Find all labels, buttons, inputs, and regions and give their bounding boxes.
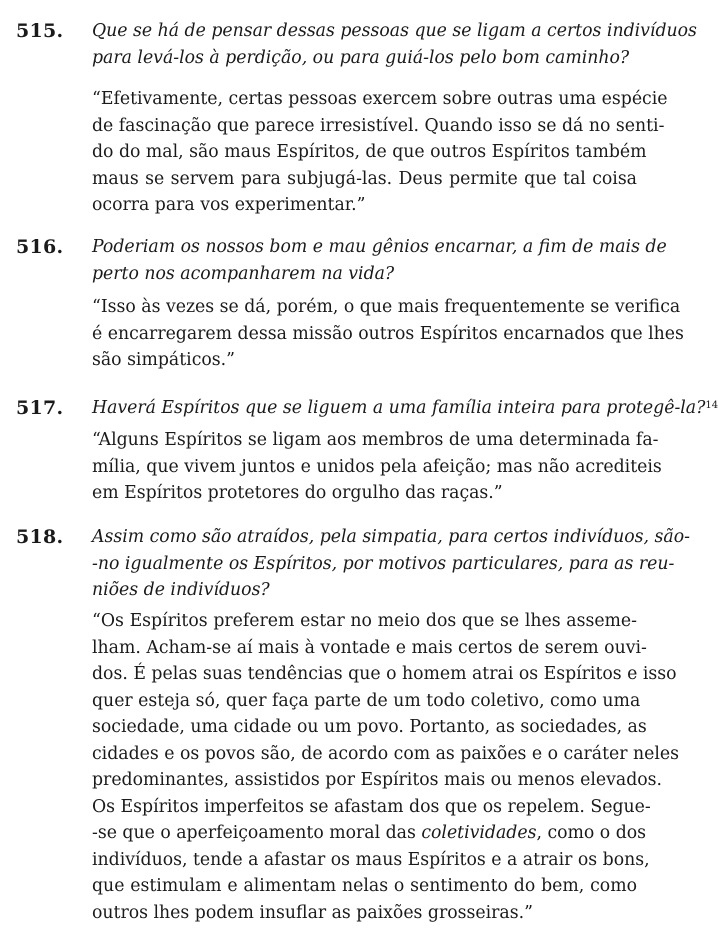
answer-line: “Isso às vezes se dá, porém, o que mais frequentemente se verifica xyxy=(92,297,681,317)
question-number: 516. xyxy=(16,236,64,258)
question-line: para levá-los à perdição, ou para guiá-los pelo bom caminho? xyxy=(92,47,630,68)
question-line: Assim como são atraídos, pela simpatia, para certos indivíduos, são- xyxy=(92,527,690,547)
answer-line: predominantes, assistidos por Espíritos mais ou menos elevados. xyxy=(92,770,663,790)
question-text xyxy=(92,234,667,287)
answer-line: mília, que vivem juntos e unidos pela afeição; mas não acrediteis xyxy=(92,456,662,477)
question-text xyxy=(92,524,690,604)
answer-line: “Efetivamente, certas pessoas exercem sobre outras uma espécie xyxy=(92,89,668,109)
answer-line: sociedade, uma cidade ou um povo. Portanto, as sociedades, as xyxy=(92,717,647,737)
answer-line: “Os Espíritos preferem estar no meio dos que se lhes asseme- xyxy=(92,611,637,631)
answer-line: são simpáticos.” xyxy=(92,350,235,370)
question-line: -no igualmente os Espíritos, por motivos particulares, para as reu- xyxy=(92,553,675,574)
question-text xyxy=(92,395,718,422)
answer-text xyxy=(92,86,668,219)
answer-line: em Espíritos protetores do orgulho das raças.” xyxy=(92,483,503,503)
footnote-reference: 14 xyxy=(705,400,718,411)
answer-line: cidades e os povos são, de acordo com as paixões e o caráter neles xyxy=(92,743,679,764)
question-line: Poderiam os nossos bom e mau gênios encarnar, a fim de mais de xyxy=(92,237,667,257)
question-number: 517. xyxy=(16,397,64,419)
answer-line: é encarregarem dessa missão outros Espíritos encarnados que lhes xyxy=(92,323,684,344)
answer-line: quer esteja só, quer faça parte de um todo coletivo, como uma xyxy=(92,690,641,711)
answer-line: do do mal, são maus Espíritos, de que outros Espíritos também xyxy=(92,142,647,162)
emphasized-word: coletividades xyxy=(421,823,537,843)
question-line: niões de indivíduos? xyxy=(92,580,270,600)
question-text xyxy=(92,18,697,71)
question-line xyxy=(92,395,718,422)
question-number: 518. xyxy=(16,526,64,548)
answer-line xyxy=(92,820,647,847)
question-line: perto nos acompanharem na vida? xyxy=(92,263,395,284)
answer-line: lham. Acham-se aí mais à vontade e mais certos de serem ouvi- xyxy=(92,637,647,658)
question-number: 515. xyxy=(16,20,64,42)
answer-line-text: -se que o aperfeiçoamento moral das xyxy=(92,823,416,843)
answer-line: dos. É pelas suas tendências que o homem atrai os Espíritos e isso xyxy=(92,664,677,684)
answer-line: Os Espíritos imperfeitos se afastam dos que os repelem. Segue- xyxy=(92,796,651,817)
answer-text xyxy=(92,427,662,507)
answer-line: “Alguns Espíritos se ligam aos membros de uma determinada fa- xyxy=(92,430,659,450)
answer-text xyxy=(92,608,679,926)
answer-line: ocorra para vos experimentar.” xyxy=(92,195,366,215)
answer-line: outros lhes podem insuflar as paixões grosseiras.” xyxy=(92,902,533,923)
answer-line-text: , como o dos xyxy=(536,823,647,843)
answer-line: que estimulam e alimentam nelas o sentimento do bem, como xyxy=(92,876,637,896)
question-line: Que se há de pensar dessas pessoas que se ligam a certos indivíduos xyxy=(92,21,697,41)
question-line-text: Haverá Espíritos que se liguem a uma família inteira para protegê-la? xyxy=(92,398,706,418)
answer-text xyxy=(92,294,684,374)
answer-line: maus se servem para subjugá-las. Deus permite que tal coisa xyxy=(92,168,637,189)
answer-line: indivíduos, tende a afastar os maus Espíritos e a atrair os bons, xyxy=(92,849,650,870)
answer-line: de fascinação que parece irresistível. Quando isso se dá no senti- xyxy=(92,115,665,136)
